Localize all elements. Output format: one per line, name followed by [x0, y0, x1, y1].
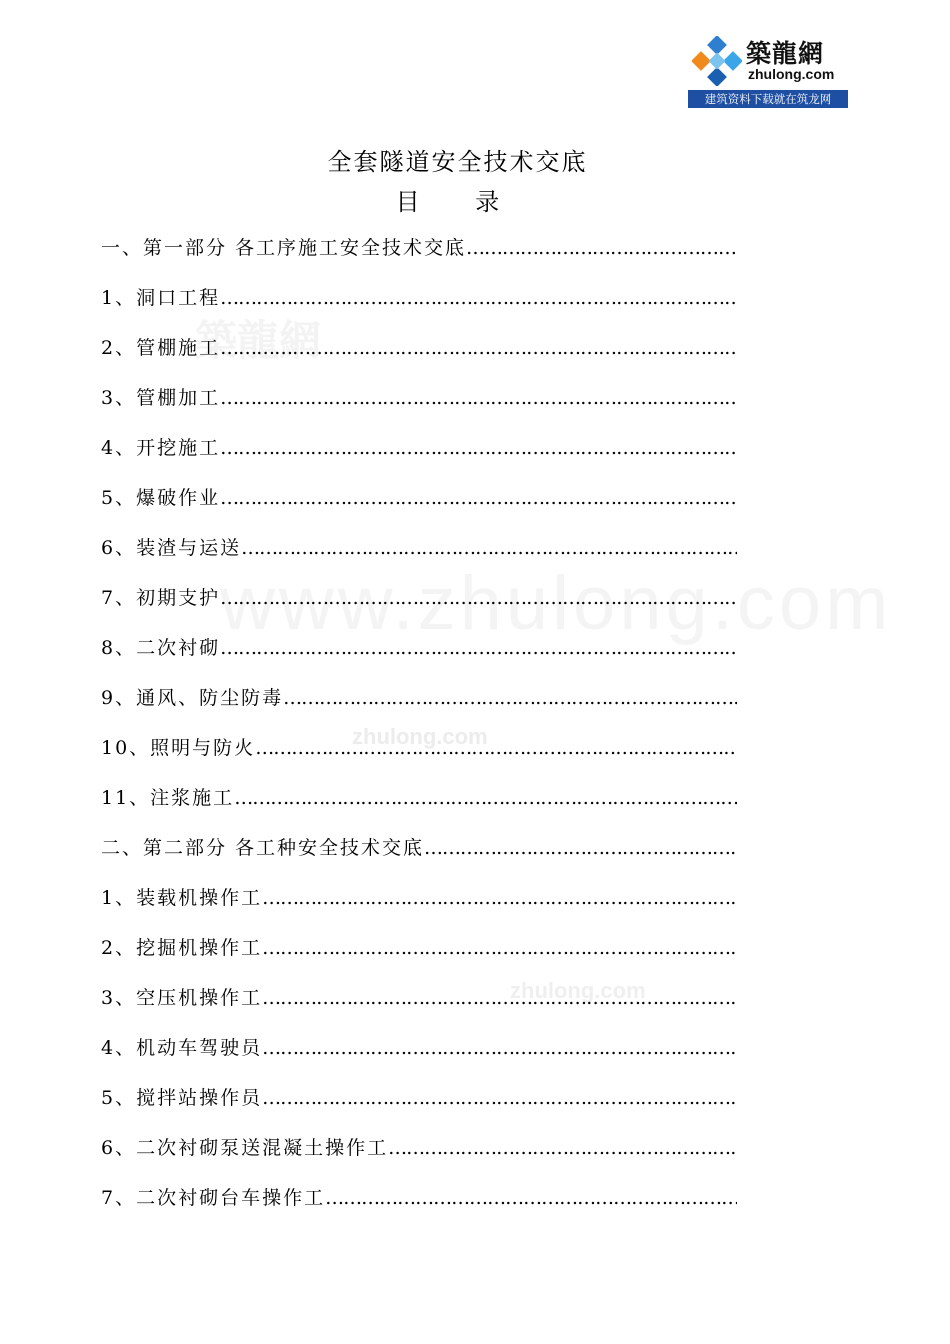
toc-dot-leader — [283, 678, 737, 718]
toc-entry-label: 8、二次衬砌 — [101, 637, 221, 659]
toc-entry — [101, 578, 737, 628]
toc-dot-leader — [220, 278, 737, 318]
toc-dot-leader — [466, 228, 737, 268]
toc-entry-label: 3、管棚加工 — [101, 387, 221, 409]
toc-entry-label: 1、洞口工程 — [101, 287, 221, 309]
toc-entry — [101, 928, 737, 978]
toc-entry — [101, 278, 737, 328]
toc-entry — [101, 628, 737, 678]
toc-entry — [101, 1128, 737, 1178]
toc-dot-leader — [220, 578, 737, 618]
toc-entry — [101, 878, 737, 928]
toc-entry-label: 2、挖掘机操作工 — [101, 937, 263, 959]
toc-entry-label: 10、照明与防火 — [101, 737, 256, 759]
toc-entry-label: 5、搅拌站操作员 — [101, 1087, 263, 1109]
toc-entry-label: 4、机动车驾驶员 — [101, 1037, 263, 1059]
toc-entry — [101, 378, 737, 428]
toc-entry-label: 一、第一部分 各工序施工安全技术交底 — [101, 237, 467, 259]
toc-entry — [101, 1078, 737, 1128]
toc-heading: 目 录 — [395, 188, 500, 216]
toc-dot-leader — [220, 478, 737, 518]
toc-entry-label: 二、第二部分 各工种安全技术交底 — [101, 837, 425, 859]
logo-header — [688, 32, 848, 90]
watermark: www.zhulong.com — [220, 561, 893, 646]
toc-dot-leader — [388, 1128, 737, 1168]
toc-dot-leader — [220, 428, 737, 468]
toc-dot-leader — [262, 1028, 737, 1068]
toc-dot-leader — [325, 1178, 737, 1218]
logo-domain: zhulong.com — [748, 66, 835, 82]
zhulong-logo-mark-icon — [692, 36, 742, 86]
watermark: 築龍網 — [195, 317, 322, 364]
toc-entry — [101, 228, 737, 278]
toc-entry — [101, 528, 737, 578]
toc-entry — [101, 478, 737, 528]
toc-dot-leader — [262, 928, 737, 968]
toc-entry-label: 2、管棚施工 — [101, 337, 221, 359]
toc-entry-label: 9、通风、防尘防毒 — [101, 687, 284, 709]
toc-entry — [101, 728, 737, 778]
toc-entry — [101, 1178, 737, 1228]
toc-entry — [101, 828, 737, 878]
toc-entry-label: 3、空压机操作工 — [101, 987, 263, 1009]
toc-dot-leader — [424, 828, 737, 868]
watermark: zhulong.com — [352, 724, 488, 749]
toc-entry-label: 6、装渣与运送 — [101, 537, 242, 559]
toc-dot-leader — [234, 778, 737, 818]
toc-entry-label: 11、注浆施工 — [101, 787, 235, 809]
toc-dot-leader — [255, 728, 737, 768]
toc-dot-leader — [262, 1078, 737, 1118]
logo-slogan: 建筑资料下载就在筑龙网 — [688, 90, 848, 108]
toc-dot-leader — [220, 628, 737, 668]
toc-entry — [101, 1028, 737, 1078]
toc-dot-leader — [220, 328, 737, 368]
document-title: 全套隧道安全技术交底 — [327, 148, 588, 176]
table-of-contents — [101, 228, 737, 1228]
toc-entry — [101, 778, 737, 828]
toc-dot-leader — [262, 878, 737, 918]
toc-entry — [101, 678, 737, 728]
toc-entry-label: 1、装载机操作工 — [101, 887, 263, 909]
toc-entry-label: 5、爆破作业 — [101, 487, 221, 509]
toc-entry — [101, 428, 737, 478]
toc-entry-label: 7、二次衬砌台车操作工 — [101, 1187, 326, 1209]
logo-brand-cn: 築龍網 — [746, 39, 825, 68]
toc-dot-leader — [262, 978, 737, 1018]
toc-entry-label: 4、开挖施工 — [101, 437, 221, 459]
toc-dot-leader — [241, 528, 737, 568]
toc-entry-label: 6、二次衬砌泵送混凝土操作工 — [101, 1137, 389, 1159]
toc-dot-leader — [220, 378, 737, 418]
zhulong-logo — [688, 32, 848, 108]
toc-entry-label: 7、初期支护 — [101, 587, 221, 609]
watermark: zhulong.com — [510, 978, 646, 1003]
toc-entry — [101, 328, 737, 378]
toc-entry — [101, 978, 737, 1028]
